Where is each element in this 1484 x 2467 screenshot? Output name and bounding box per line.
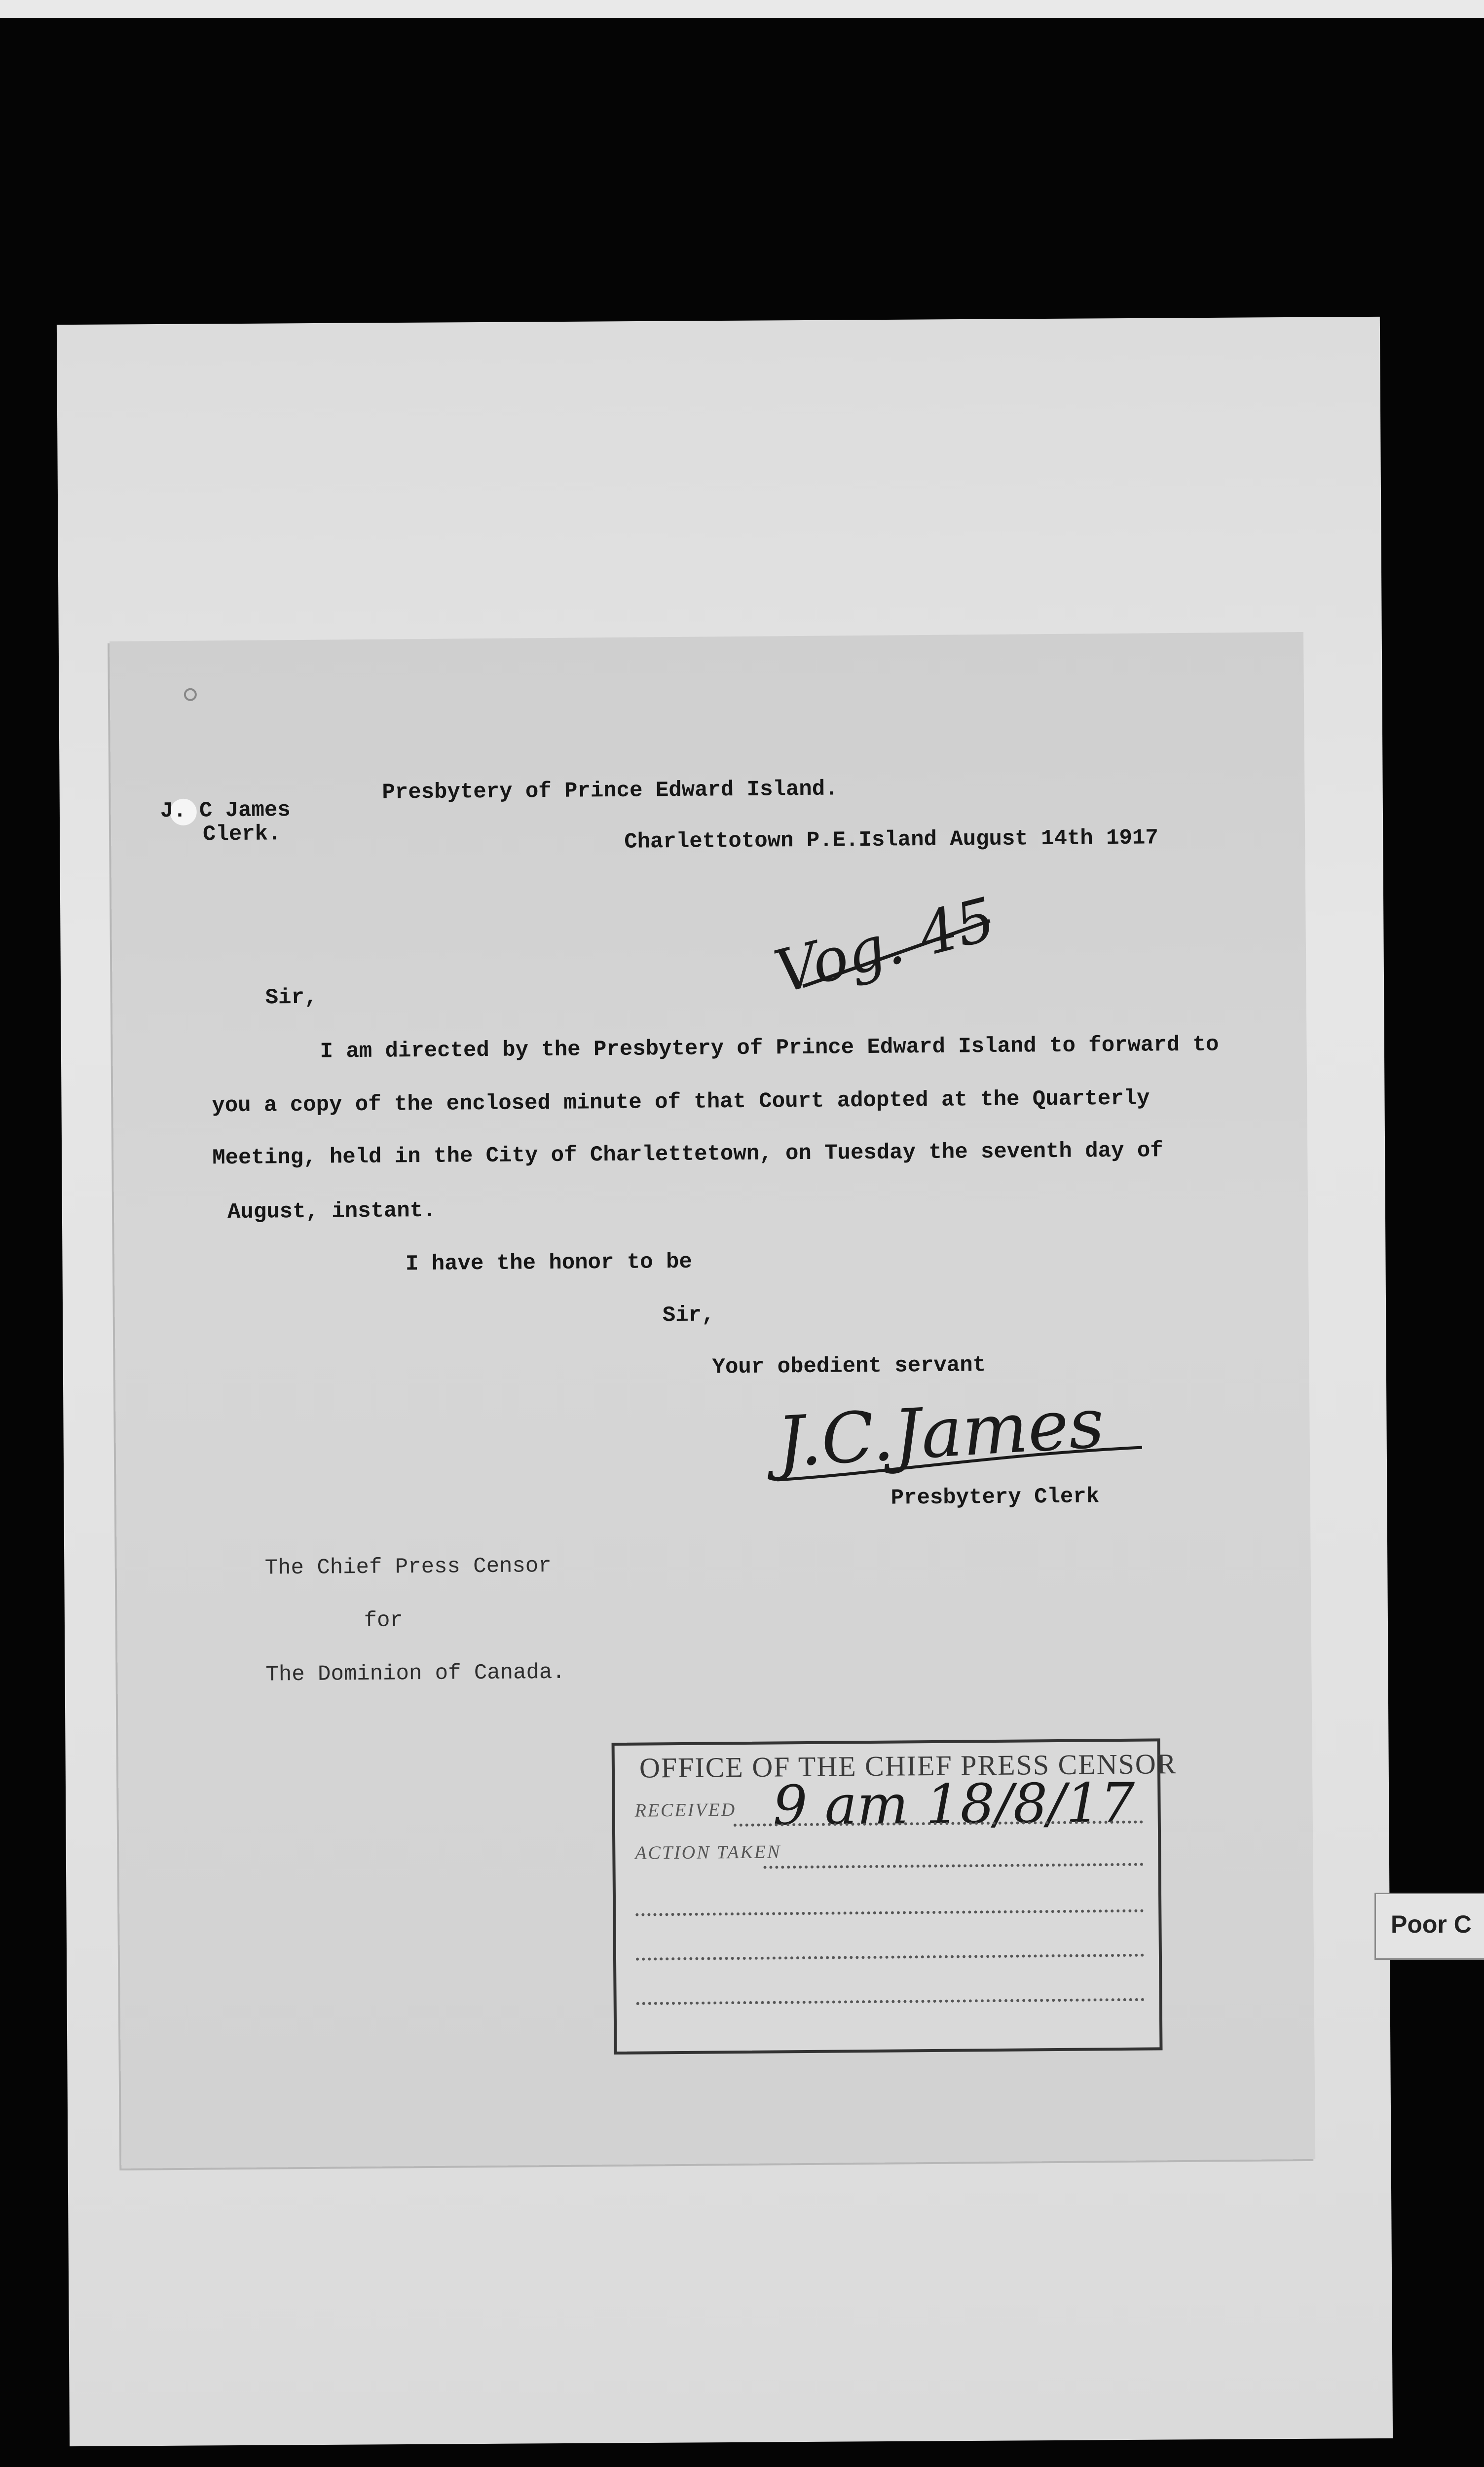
stamp-action-label: ACTION TAKEN <box>635 1841 781 1864</box>
stamp-received-value: 9 am 18/8/17 <box>773 1771 1135 1837</box>
addressee-line-3: The Dominion of Canada. <box>265 1660 565 1687</box>
letter-header-title: Presbytery of Prince Edward Island. <box>382 777 838 805</box>
sender-role: Clerk. <box>202 822 281 847</box>
stamp-received-label: RECEIVED <box>634 1799 737 1821</box>
file-notation: Vog. 45 <box>768 885 1002 1008</box>
addressee-line-2: for <box>364 1608 404 1634</box>
side-tab <box>1374 1893 1484 1960</box>
signature: J.C.James <box>775 1383 1107 1483</box>
closing-line-1: I have the honor to be <box>405 1249 693 1277</box>
signature-title: Presbytery Clerk <box>890 1484 1100 1511</box>
stamp-title: OFFICE OF THE CHIEF PRESS CENSOR <box>639 1748 1177 1784</box>
stamp-line <box>636 1954 1144 1961</box>
letter-sheet <box>110 632 1315 2168</box>
press-censor-stamp <box>612 1738 1177 2055</box>
film-top-strip <box>0 0 1484 18</box>
body-line-1: I am directed by the Presbytery of Prince Edward Island to forward to <box>320 1032 1219 1064</box>
body-line-2: you a copy of the enclosed minute of that Court adopted at the Quarterly <box>212 1086 1150 1119</box>
closing-line-3: Your obedient servant <box>712 1353 986 1380</box>
file-notation-underline <box>797 911 995 991</box>
salutation: Sir, <box>265 985 318 1010</box>
place-date: Charlettotown P.E.Island August 14th 1917 <box>624 825 1158 855</box>
body-line-3: Meeting, held in the City of Charlettetown, on Tuesday the seventh day of <box>212 1138 1163 1171</box>
small-punch-mark <box>184 688 197 701</box>
stamp-line <box>636 1998 1145 2005</box>
stamp-line <box>764 1863 1144 1869</box>
side-tab-text: Poor C <box>1391 1910 1472 1938</box>
closing-line-2: Sir, <box>662 1303 715 1328</box>
sender-name: J. C James <box>160 798 291 824</box>
addressee-line-1: The Chief Press Censor <box>264 1554 552 1581</box>
signature-flourish <box>772 1443 1148 1490</box>
body-line-4: August, instant. <box>227 1198 436 1225</box>
stamp-line <box>635 1909 1144 1916</box>
